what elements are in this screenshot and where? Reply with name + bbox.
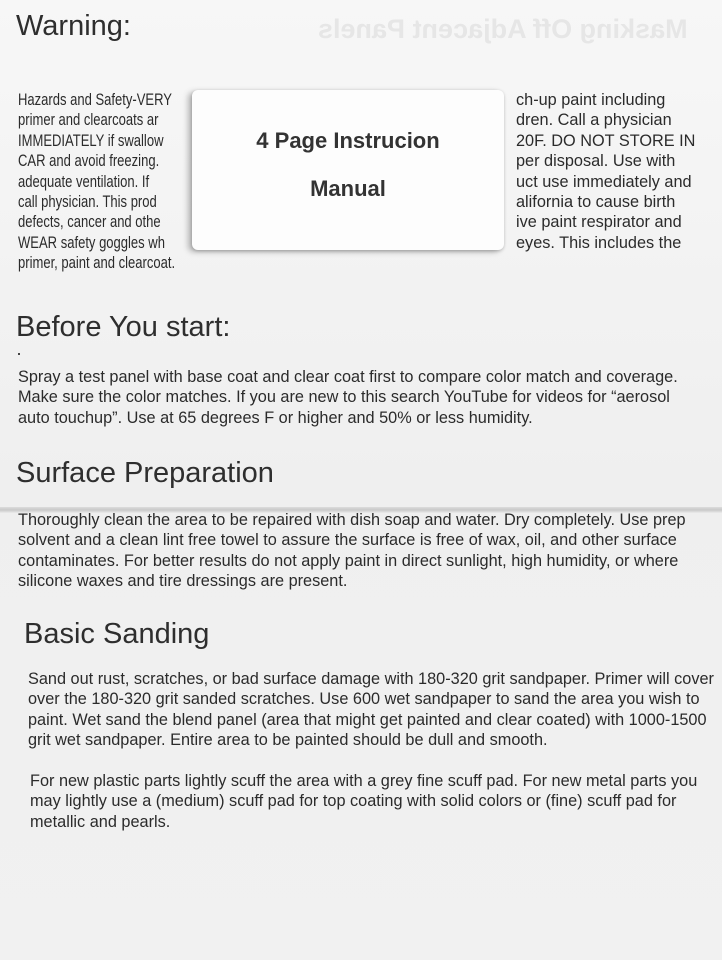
- warning-line-left: call physician. This prod: [18, 192, 157, 211]
- text-line: contaminates. For better results do not apply paint in direct sunlight, high humidity, or where: [18, 551, 679, 570]
- instruction-manual-label: [192, 90, 504, 250]
- text-line: Thoroughly clean the area to be repaired with dish soap and water. Dry completely. Use prep: [18, 511, 686, 529]
- text-line: may lightly use a (medium) scuff pad for top coating with solid colors or (fine) scuff pad for: [30, 792, 677, 811]
- text-line: Make sure the color matches. If you are new to this search YouTube for videos for “aerosol: [18, 388, 670, 407]
- warning-line-left: WEAR safety goggles wh: [18, 233, 165, 252]
- surface-preparation-text: [18, 510, 686, 592]
- warning-line-right: ch-up paint including: [516, 91, 666, 109]
- warning-line: [18, 253, 718, 273]
- text-line: over the 180-320 grit sanded scratches. Use 600 wet sandpaper to sand the area you wish to: [28, 690, 700, 709]
- warning-line-right: eyes. This includes the: [516, 233, 682, 252]
- warning-line-right: uct use immediately and: [516, 172, 692, 191]
- label-line-2: Manual: [310, 176, 386, 201]
- bullet-dot: [18, 353, 20, 355]
- text-line: Spray a test panel with base coat and clear coat first to compare color match and coverage.: [18, 368, 678, 386]
- text-line: metallic and pearls.: [30, 812, 171, 831]
- warning-line-right: 20F. DO NOT STORE IN: [516, 131, 696, 150]
- text-line: Sand out rust, scratches, or bad surface damage with 180-320 grit sandpaper. Primer will cover: [28, 670, 714, 688]
- text-line: silicone waxes and tire dressings are present.: [18, 572, 348, 591]
- bleed-through-heading: Masking Off Adjacent Panels: [318, 14, 688, 44]
- basic-sanding-paragraph-2: [30, 771, 697, 832]
- text-line: auto touchup”. Use at 65 degrees F or higher and 50% or less humidity.: [18, 408, 533, 427]
- warning-line-left: defects, cancer and othe: [18, 213, 161, 232]
- warning-line-left: Hazards and Safety-VERY: [18, 91, 172, 109]
- warning-line-left: CAR and avoid freezing.: [18, 152, 160, 171]
- before-you-start-text: [18, 367, 678, 428]
- warning-heading: Warning:: [16, 10, 131, 42]
- label-line-1: 4 Page Instrucion: [256, 128, 440, 153]
- warning-line-left: primer and clearcoats ar: [18, 111, 159, 130]
- warning-line-right: dren. Call a physician: [516, 111, 672, 130]
- text-line: grit wet sandpaper. Entire area to be painted should be dull and smooth.: [28, 731, 548, 750]
- surface-preparation-heading: Surface Preparation: [16, 457, 274, 489]
- text-line: paint. Wet sand the blend panel (area that might get painted and clear coated) with 1000-1500: [28, 710, 707, 729]
- warning-line-right: per disposal. Use with: [516, 152, 676, 171]
- warning-line-right: alifornia to cause birth: [516, 192, 676, 211]
- basic-sanding-heading: Basic Sanding: [24, 618, 210, 650]
- basic-sanding-paragraph-1: [28, 669, 714, 751]
- warning-line-right: ive paint respirator and: [516, 213, 682, 232]
- warning-line-left: primer, paint and clearcoat.: [18, 254, 176, 273]
- warning-line-left: IMMEDIATELY if swallow: [18, 131, 164, 150]
- text-line: For new plastic parts lightly scuff the area with a grey fine scuff pad. For new metal parts you: [30, 772, 698, 790]
- before-you-start-heading: Before You start:: [16, 311, 231, 343]
- warning-line-left: adequate ventilation. If: [18, 172, 150, 191]
- text-line: solvent and a clean lint free towel to assure the surface is free of wax, oil, and other surface: [18, 531, 677, 550]
